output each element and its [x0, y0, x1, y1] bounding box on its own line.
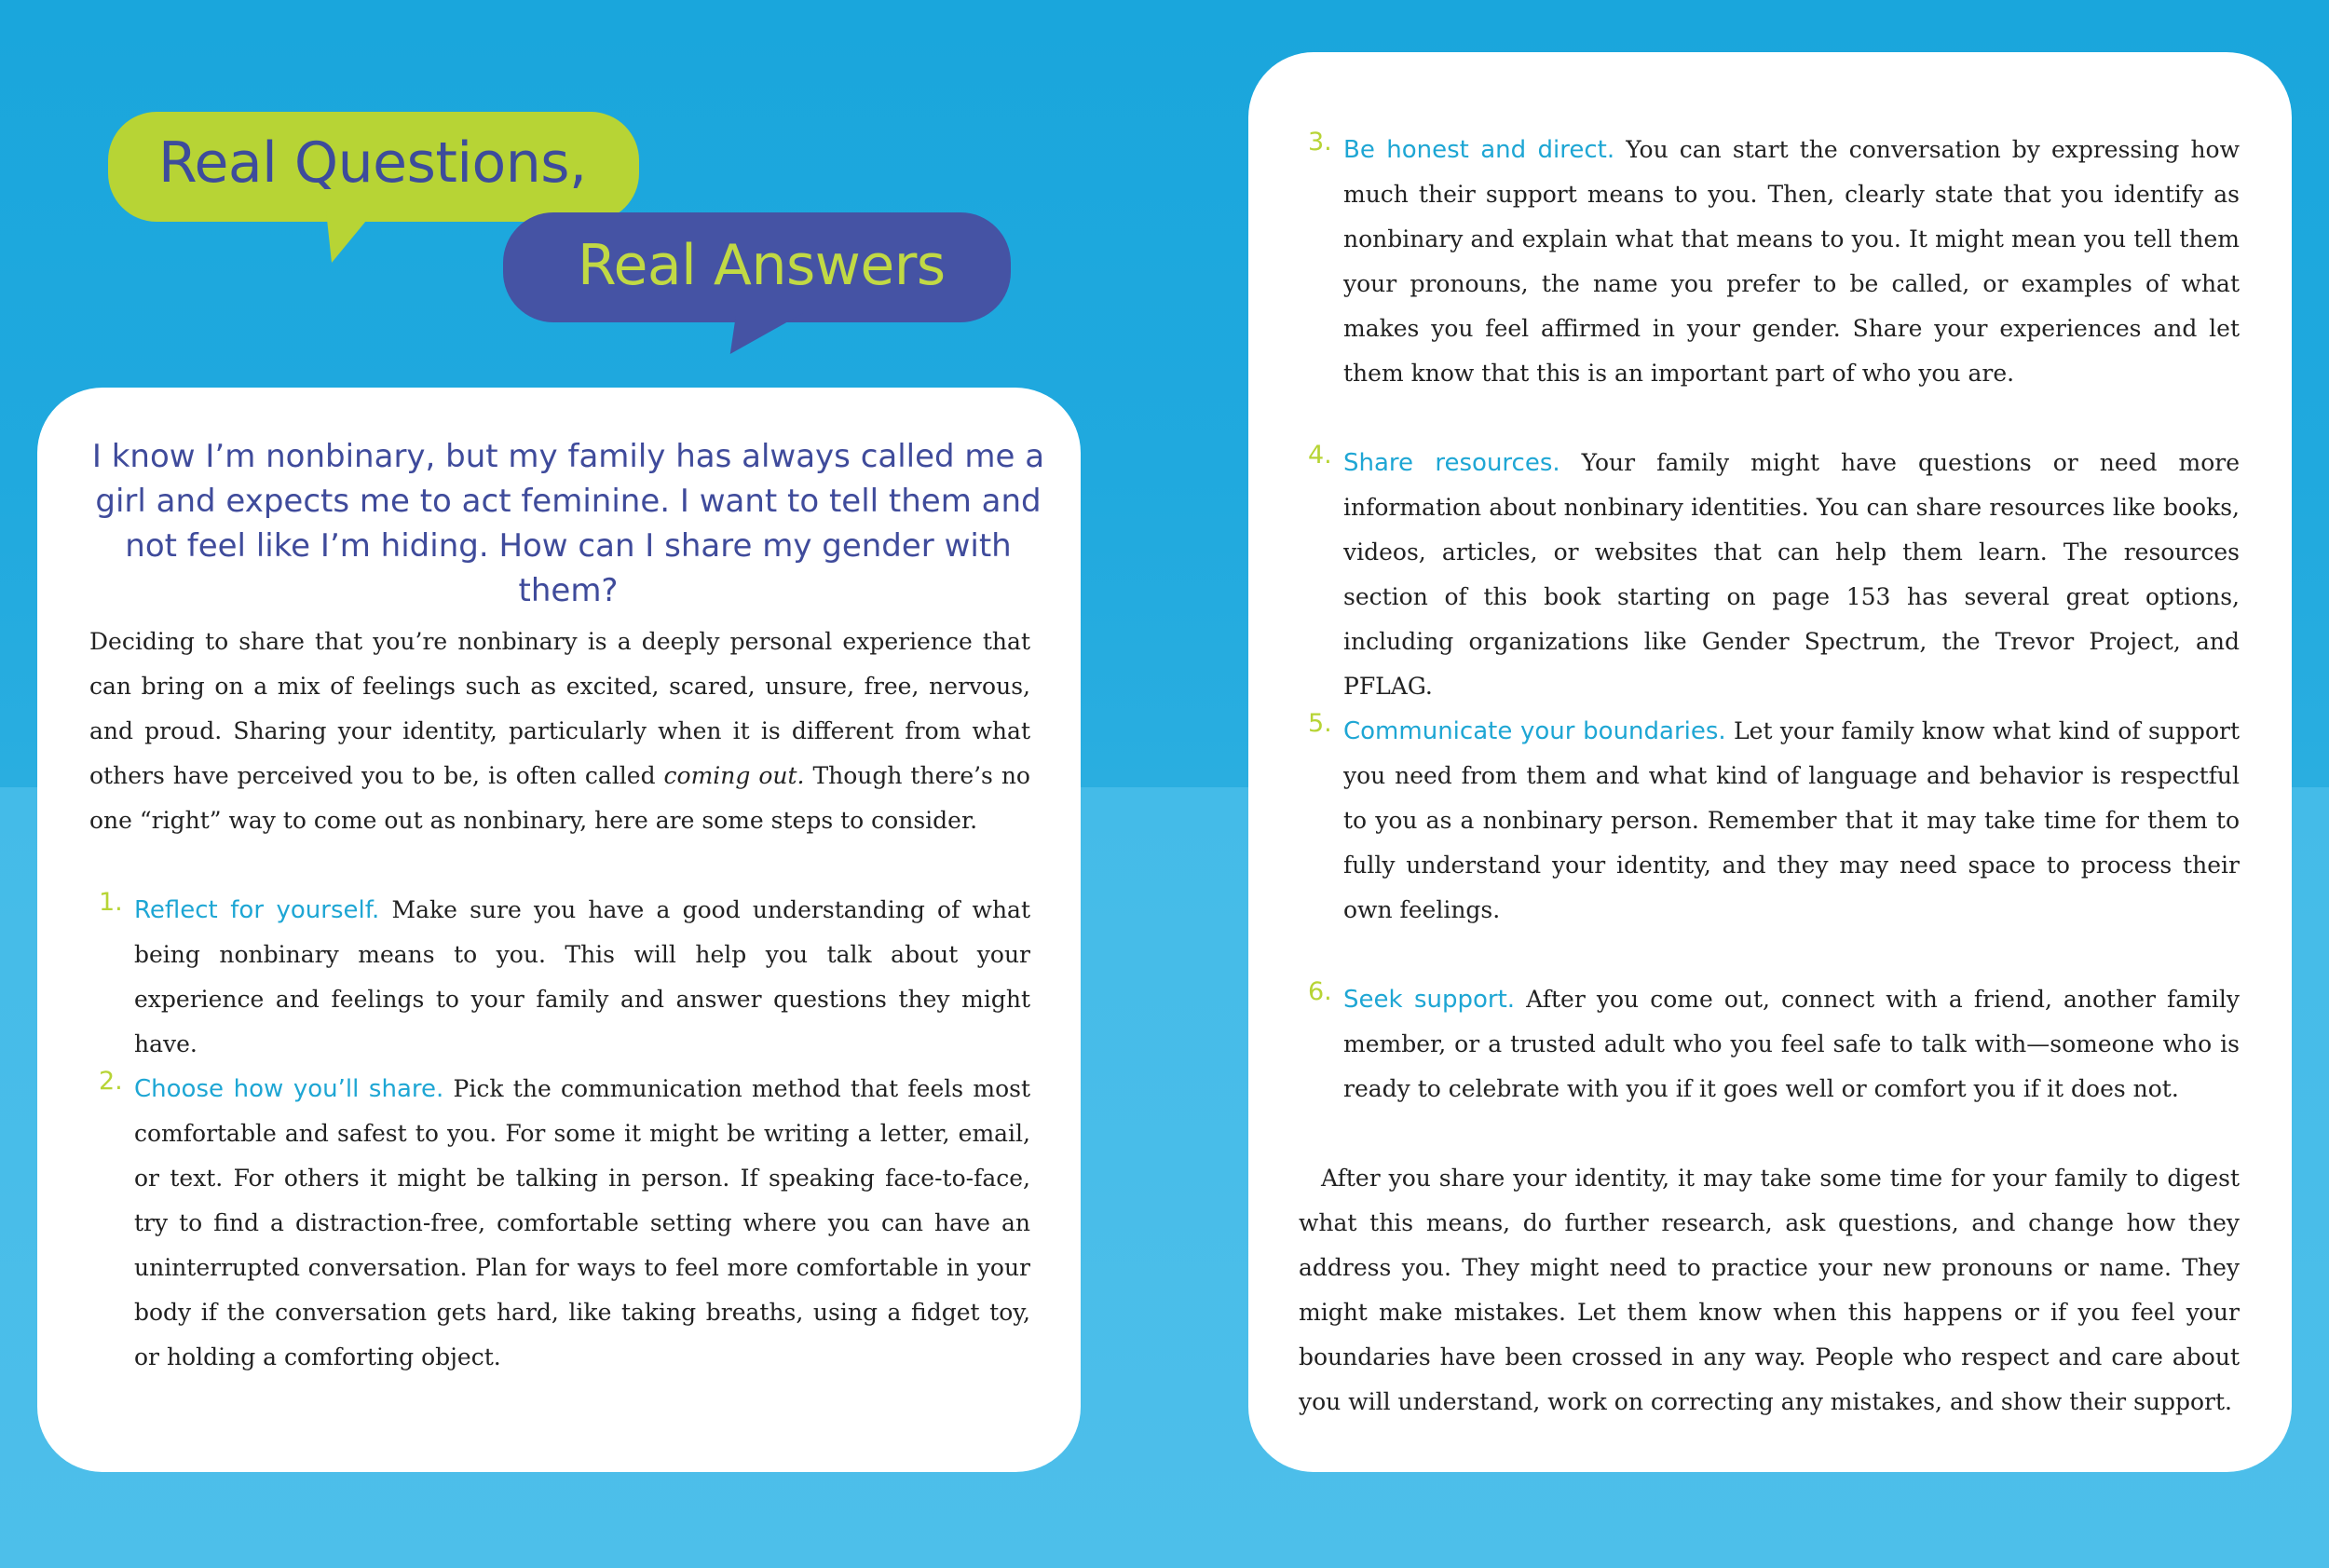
step-number: 6.: [1308, 977, 1332, 1006]
step-text: Pick the communication method that feels most comfortable and safest to you. For some it might be writing a letter, email, or text. For others it might be talking in person. If speaking face-to-face, try to find a distraction-free, comfortable setting where you can have an uninterrupted conversation. Plan for ways to feel more comfortable in your body if the conversation gets hard, like taking breaths, using a fidget toy, or holding a comforting object.: [134, 1075, 1030, 1370]
step-text: Your family might have questions or need more information about nonbinary identities. You can share resources like books, videos, articles, or websites that can help them learn. The resources section of this book starting on page 153 has several great options, including organizations like Gender Spectrum, the Trevor Project, and PFLAG.: [1343, 449, 2240, 700]
step-paragraph: [134, 888, 1030, 1067]
step-3: [1308, 128, 2240, 396]
step-paragraph: [1343, 441, 2240, 709]
step-4: [1308, 441, 2240, 709]
title-bubble-green-tail: [326, 211, 375, 263]
page-title-line-1: Real Questions,: [158, 130, 587, 196]
step-1: [99, 888, 1030, 1067]
step-number: 1.: [99, 888, 123, 917]
closing-paragraph: After you share your identity, it may take some time for your family to digest what this means, do further research, ask questions, and change how they address you. They might need to practice your new pronouns or name. They might make mistakes. Let them know when this happens or if you feel your boundaries have been crossed in any way. People who respect and care about you will understand, work on correcting any mistakes, and show their support.: [1299, 1165, 2240, 1415]
step-text: Make sure you have a good understanding of what being nonbinary means to you. This will help you talk about your experience and feelings to your family and answer questions they might have.: [134, 896, 1030, 1057]
step-2: [99, 1067, 1030, 1380]
intro-emphasis: coming out.: [663, 762, 805, 789]
step-5: [1308, 709, 2240, 933]
step-lead: Be honest and direct.: [1343, 136, 1615, 164]
step-paragraph: [1343, 128, 2240, 396]
intro-paragraph: [89, 620, 1030, 843]
step-paragraph: [1343, 709, 2240, 933]
step-lead: Share resources.: [1343, 449, 1560, 477]
step-number: 2.: [99, 1067, 123, 1096]
step-lead: Reflect for yourself.: [134, 896, 380, 924]
step-lead: Choose how you’ll share.: [134, 1075, 444, 1103]
step-text: You can start the conversation by expressing how much their support means to you. Then, clearly state that you identify as nonbinary and explain what that means to you. It might mean you tell them your pronouns, the name you prefer to be called, or examples of what makes you feel affirmed in your gender. Share your experiences and let them know that this is an important part of who you are.: [1343, 136, 2240, 387]
step-paragraph: [134, 1067, 1030, 1380]
step-text: After you come out, connect with a friend, another family member, or a trusted adult who you feel safe to talk with—someone who is ready to celebrate with you if it goes well or comfort you if it does not.: [1343, 986, 2240, 1102]
step-lead: Seek support.: [1343, 986, 1516, 1014]
step-6: [1308, 977, 2240, 1111]
intro-text-end: Though there’s no one “right” way to come out as nonbinary, here are some steps to consider.: [89, 762, 1030, 834]
step-paragraph: [1343, 977, 2240, 1111]
step-lead: Communicate your boundaries.: [1343, 717, 1726, 745]
page-title-line-2: Real Answers: [578, 233, 946, 298]
step-number: 5.: [1308, 709, 1332, 738]
step-number: 3.: [1308, 128, 1332, 157]
intro-text-start: Deciding to share that you’re nonbinary is a deeply personal experience that can bring on a mix of feelings such as excited, scared, unsure, free, nervous, and proud. Sharing your identity, particularly when it is different from what others have perceived you to be, is often called: [89, 628, 1030, 789]
step-text: Let your family know what kind of support you need from them and what kind of language and behavior is respectful to you as a nonbinary person. Remember that it may take time for them to fully understand your identity, and they may need space to process their own feelings.: [1343, 717, 2240, 923]
reader-question: I know I’m nonbinary, but my family has always called me a girl and expects me to act feminine. I want to tell them and not feel like I’m hiding. How can I share my gender with them?: [91, 438, 1045, 609]
step-number: 4.: [1308, 441, 1332, 470]
